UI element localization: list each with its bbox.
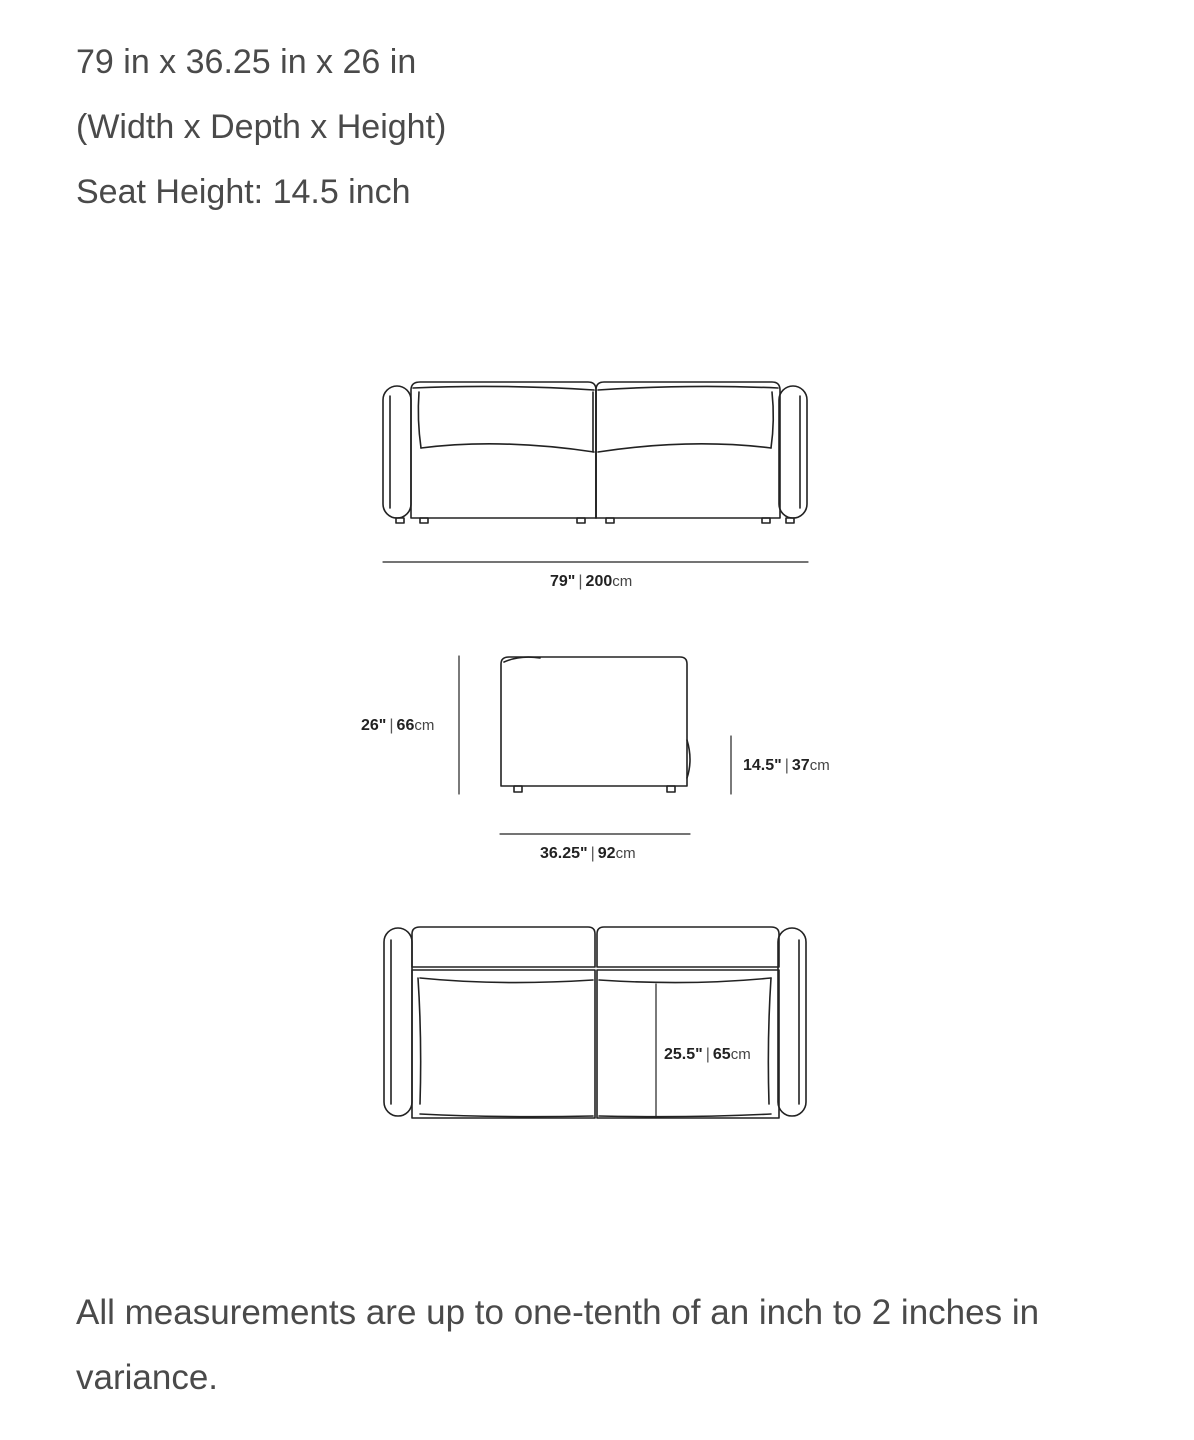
side-view-drawing xyxy=(501,657,690,792)
seat-depth-label: 25.5" | 65cm xyxy=(664,1046,751,1063)
top-view-drawing xyxy=(384,927,806,1118)
width-label: 79" | 200cm xyxy=(550,573,633,590)
seat-height-spec: Seat Height: 14.5 inch xyxy=(76,173,411,211)
depth-label: 36.25" | 92cm xyxy=(540,845,636,862)
seat-height-label: 14.5" | 37cm xyxy=(743,757,830,774)
variance-note: All measurements are up to one-tenth of an inch to 2 inches in variance. xyxy=(76,1293,1040,1397)
front-view-drawing xyxy=(383,382,807,523)
dimension-order: (Width x Depth x Height) xyxy=(76,108,447,146)
overall-dimensions: 79 in x 36.25 in x 26 in xyxy=(76,43,417,81)
height-label: 26" | 66cm xyxy=(361,717,435,734)
